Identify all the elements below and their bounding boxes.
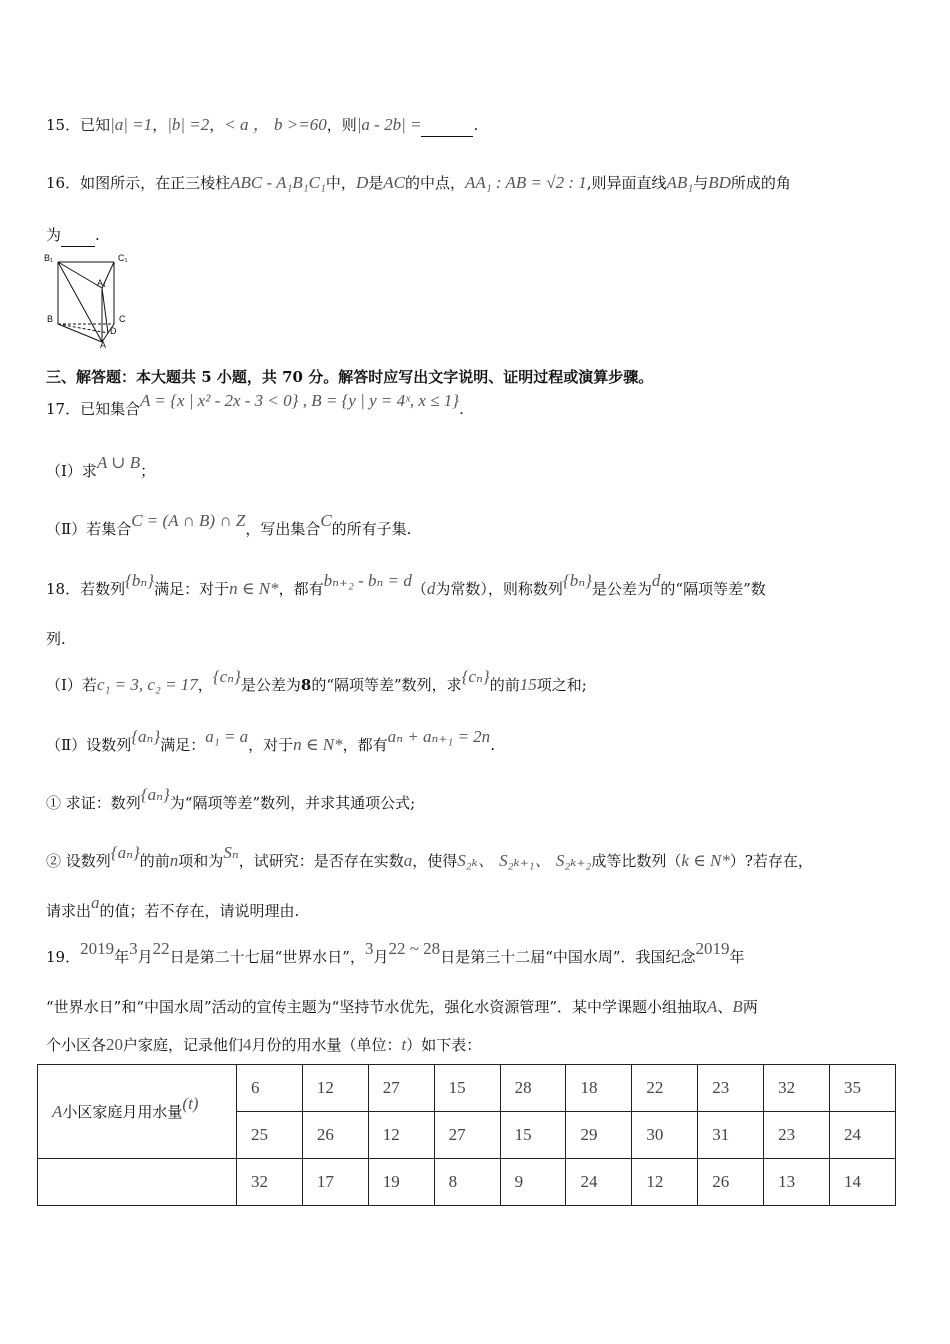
separator: ， [152, 116, 168, 134]
label-d: D [110, 326, 117, 336]
text: 、 [717, 998, 733, 1016]
text: 中， [325, 174, 356, 192]
math-k-in-n: k ∈ N* [681, 851, 730, 870]
math-d: D [355, 173, 369, 192]
text: 是 [368, 174, 384, 192]
math-bn: {bₙ} [125, 571, 155, 590]
text: 为“隔项等差”数列，并求其通项公式; [169, 794, 416, 812]
table-cell: 24 [830, 1112, 896, 1159]
text: 项之和; [536, 676, 587, 694]
table-cell: 18 [566, 1065, 632, 1112]
text: 与 [693, 174, 709, 192]
table-cell: 27 [368, 1065, 434, 1112]
table-row-header [38, 1065, 237, 1159]
math-4: 4 [243, 1035, 252, 1054]
question-18-part2 [46, 727, 906, 756]
text: ，都有 [278, 580, 324, 598]
table-row [38, 1065, 896, 1112]
table-cell: 23 [698, 1065, 764, 1112]
math-a: a [403, 851, 413, 870]
math-bn: {bₙ} [562, 571, 592, 590]
question-17-part1 [46, 453, 906, 482]
question-17 [46, 391, 906, 420]
text: 的“隔项等差”数列，求 [311, 676, 462, 694]
table-cell: 26 [698, 1159, 764, 1206]
question-18-item2 [46, 843, 906, 872]
table-row [38, 1159, 896, 1206]
part-label: （Ⅱ）若集合 [46, 520, 132, 538]
text: 是公差为 [240, 676, 301, 694]
label-a1: A₁ [97, 278, 107, 288]
text: ① 求证：数列 [46, 794, 141, 812]
math-abs-a: |a| =1 [110, 115, 153, 134]
table-cell: 25 [237, 1112, 303, 1159]
math-t: t [401, 1035, 407, 1054]
header-text: 小区家庭月用水量 [62, 1103, 183, 1121]
text: 请求出 [46, 902, 92, 920]
text: 日是第二十七届“世界水日”， [169, 948, 365, 966]
math-set-c: C = (A ∩ B) ∩ Z [131, 511, 246, 530]
label-b: B [47, 314, 54, 324]
math-day: 22 [152, 939, 170, 958]
table-cell: 32 [764, 1065, 830, 1112]
text: 户家庭，记录他们 [123, 1036, 244, 1054]
text: ）?若存在， [729, 852, 813, 870]
math-year: 2019 [695, 939, 730, 958]
math-day-range: 22 ~ 28 [388, 939, 441, 958]
question-18-item2-cont [46, 893, 906, 922]
period: . [473, 116, 479, 134]
part-label: （Ⅰ）求 [46, 462, 97, 480]
table-cell: 12 [632, 1159, 698, 1206]
table-cell: 24 [566, 1159, 632, 1206]
question-19-line3 [46, 1034, 906, 1056]
question-18-item1 [46, 785, 906, 814]
prism-figure [44, 252, 136, 348]
math-15: 15 [519, 675, 537, 694]
text: 为常数），则称数列 [435, 580, 563, 598]
math-n-in-n: n ∈ N* [229, 579, 279, 598]
table-cell: 12 [368, 1112, 434, 1159]
label-c1: C₁ [118, 253, 128, 263]
question-15 [46, 114, 906, 137]
part-label: （Ⅱ）设数列 [46, 736, 132, 754]
text: ）如下表： [406, 1036, 482, 1054]
table-cell: 6 [237, 1065, 303, 1112]
question-number: 18． [46, 580, 81, 598]
question-16 [46, 172, 906, 194]
text: 若数列 [80, 580, 126, 598]
text: 的前 [139, 852, 170, 870]
math-n-in-n: n ∈ N* [293, 735, 343, 754]
question-18 [46, 571, 906, 600]
text: ，试研究：是否存在实数 [238, 852, 404, 870]
question-18-cont: 列. [46, 630, 66, 648]
text: 为 [46, 226, 62, 244]
text: 月 [137, 948, 153, 966]
question-17-part2 [46, 511, 906, 540]
text: 的值；若不存在，请说明理由. [99, 902, 300, 920]
math-unit: (t) [182, 1094, 199, 1113]
text: 满足：对于 [154, 580, 230, 598]
table-cell: 9 [500, 1159, 566, 1206]
math-s-terms: S₂ₖ、 S₂ₖ₊₁、 S₂ₖ₊₂ [457, 851, 592, 870]
math-a1: a₁ = a [205, 727, 249, 746]
table-cell: 13 [764, 1159, 830, 1206]
text: 项和为 [178, 852, 224, 870]
text: 已知集合 [80, 400, 141, 418]
table-cell: 35 [830, 1065, 896, 1112]
text: 满足： [160, 736, 206, 754]
math-year: 2019 [80, 939, 115, 958]
answer-blank [421, 114, 473, 137]
text: ② 设数列 [46, 852, 111, 870]
table-cell: 32 [237, 1159, 303, 1206]
table-cell: 23 [764, 1112, 830, 1159]
period: . [459, 400, 464, 418]
math-diff: bₙ₊₂ - bₙ = d [323, 571, 412, 590]
table-cell: 8 [434, 1159, 500, 1206]
label-b1: B₁ [44, 253, 54, 263]
math-sn: Sₙ [223, 843, 239, 862]
math-angle: < a ， b >=60 [224, 115, 327, 134]
period: . [95, 226, 100, 244]
part-label: （Ⅰ）若 [46, 676, 97, 694]
math-recurrence: aₙ + aₙ₊₁ = 2n [387, 727, 491, 746]
number-8: 8 [300, 676, 312, 694]
text: 个小区各 [46, 1036, 107, 1054]
text: ； [140, 462, 156, 480]
text: ，使得 [412, 852, 458, 870]
question-19-line2 [46, 996, 906, 1018]
text: ，则 [326, 116, 357, 134]
math-abs-expr: |a - 2b| = [356, 115, 422, 134]
math-a: A [52, 1102, 63, 1121]
table-cell: 26 [302, 1112, 368, 1159]
math-month: 3 [364, 939, 374, 958]
math-cn: {cₙ} [212, 667, 241, 686]
math-c: C [320, 511, 332, 530]
math-c-values: c₁ = 3, c₂ = 17 [96, 675, 198, 694]
text: 的所有子集. [331, 520, 412, 538]
table-cell: 31 [698, 1112, 764, 1159]
math-bd: BD [708, 173, 731, 192]
table-cell: 12 [302, 1065, 368, 1112]
math-ab1: AB₁ [666, 173, 694, 192]
text: （ [411, 580, 427, 598]
table-cell: 14 [830, 1159, 896, 1206]
question-number: 17． [46, 400, 81, 418]
math-an: {aₙ} [110, 843, 140, 862]
separator: ， [209, 116, 225, 134]
label-a: A [100, 340, 107, 348]
math-a: A [707, 997, 718, 1016]
math-d: d [651, 571, 661, 590]
math-a: a [91, 893, 100, 912]
text: 所成的角 [730, 174, 791, 192]
question-number: 15． [46, 116, 81, 134]
text: ， [197, 676, 213, 694]
question-18-part1 [46, 667, 906, 696]
water-usage-table [37, 1064, 896, 1206]
math-union: A ∪ B [96, 453, 141, 472]
table-cell: 30 [632, 1112, 698, 1159]
text: 年 [729, 948, 745, 966]
table-cell: 19 [368, 1159, 434, 1206]
math-b: B [732, 997, 743, 1016]
text: 是公差为 [591, 580, 652, 598]
question-number: 16． [46, 174, 81, 192]
table-cell: 15 [434, 1065, 500, 1112]
text: 月份的用水量（单位： [251, 1036, 402, 1054]
text: ,则异面直线 [586, 174, 667, 192]
math-month: 3 [129, 939, 138, 958]
text: 两 [742, 998, 758, 1016]
table-cell: 28 [500, 1065, 566, 1112]
text: 如图所示，在正三棱柱 [80, 174, 231, 192]
table-cell: 17 [302, 1159, 368, 1206]
math-prism: ABC - A₁B₁C₁ [230, 173, 326, 192]
table-cell: 22 [632, 1065, 698, 1112]
text: ，都有 [342, 736, 388, 754]
math-cn: {cₙ} [461, 667, 490, 686]
math-abs-b: |b| =2 [167, 115, 210, 134]
question-19 [46, 939, 906, 968]
text: ，对于 [248, 736, 294, 754]
answer-blank [61, 224, 95, 247]
label-c: C [119, 314, 126, 324]
math-ac: AC [383, 173, 405, 192]
question-16-cont [46, 224, 906, 247]
text: ，写出集合 [245, 520, 321, 538]
math-an: {aₙ} [131, 727, 161, 746]
text: 成等比数列（ [591, 852, 682, 870]
section-heading: 三、解答题：本大题共 5 小题，共 70 分。解答时应写出文字说明、证明过程或演算步骤。 [46, 368, 654, 386]
text: 的“隔项等差”数 [660, 580, 766, 598]
math-n: n [169, 851, 179, 870]
text: “世界水日”和“中国水周”活动的宣传主题为“坚持节水优先，强化水资源管理”．某中学课题小组抽取 [46, 998, 708, 1016]
text: 的中点， [404, 174, 465, 192]
text: 年 [114, 948, 130, 966]
math-sets: A = {x | x² - 2x - 3 < 0} , B = {y | y = 4ˣ, x ≤ 1} [140, 391, 460, 410]
text: 已知 [80, 116, 111, 134]
math-an: {aₙ} [140, 785, 170, 804]
math-d: d [426, 579, 436, 598]
math-20: 20 [106, 1035, 124, 1054]
text: 日是第三十二届“中国水周”．我国纪念 [440, 948, 696, 966]
question-number: 19． [46, 948, 81, 966]
period: . [490, 736, 495, 754]
text: 月 [373, 948, 389, 966]
math-ratio: AA₁ : AB = √2 : 1 [464, 173, 587, 192]
text: 的前 [489, 676, 520, 694]
table-row-header-empty [38, 1159, 237, 1206]
table-cell: 15 [500, 1112, 566, 1159]
table-cell: 27 [434, 1112, 500, 1159]
table-cell: 29 [566, 1112, 632, 1159]
